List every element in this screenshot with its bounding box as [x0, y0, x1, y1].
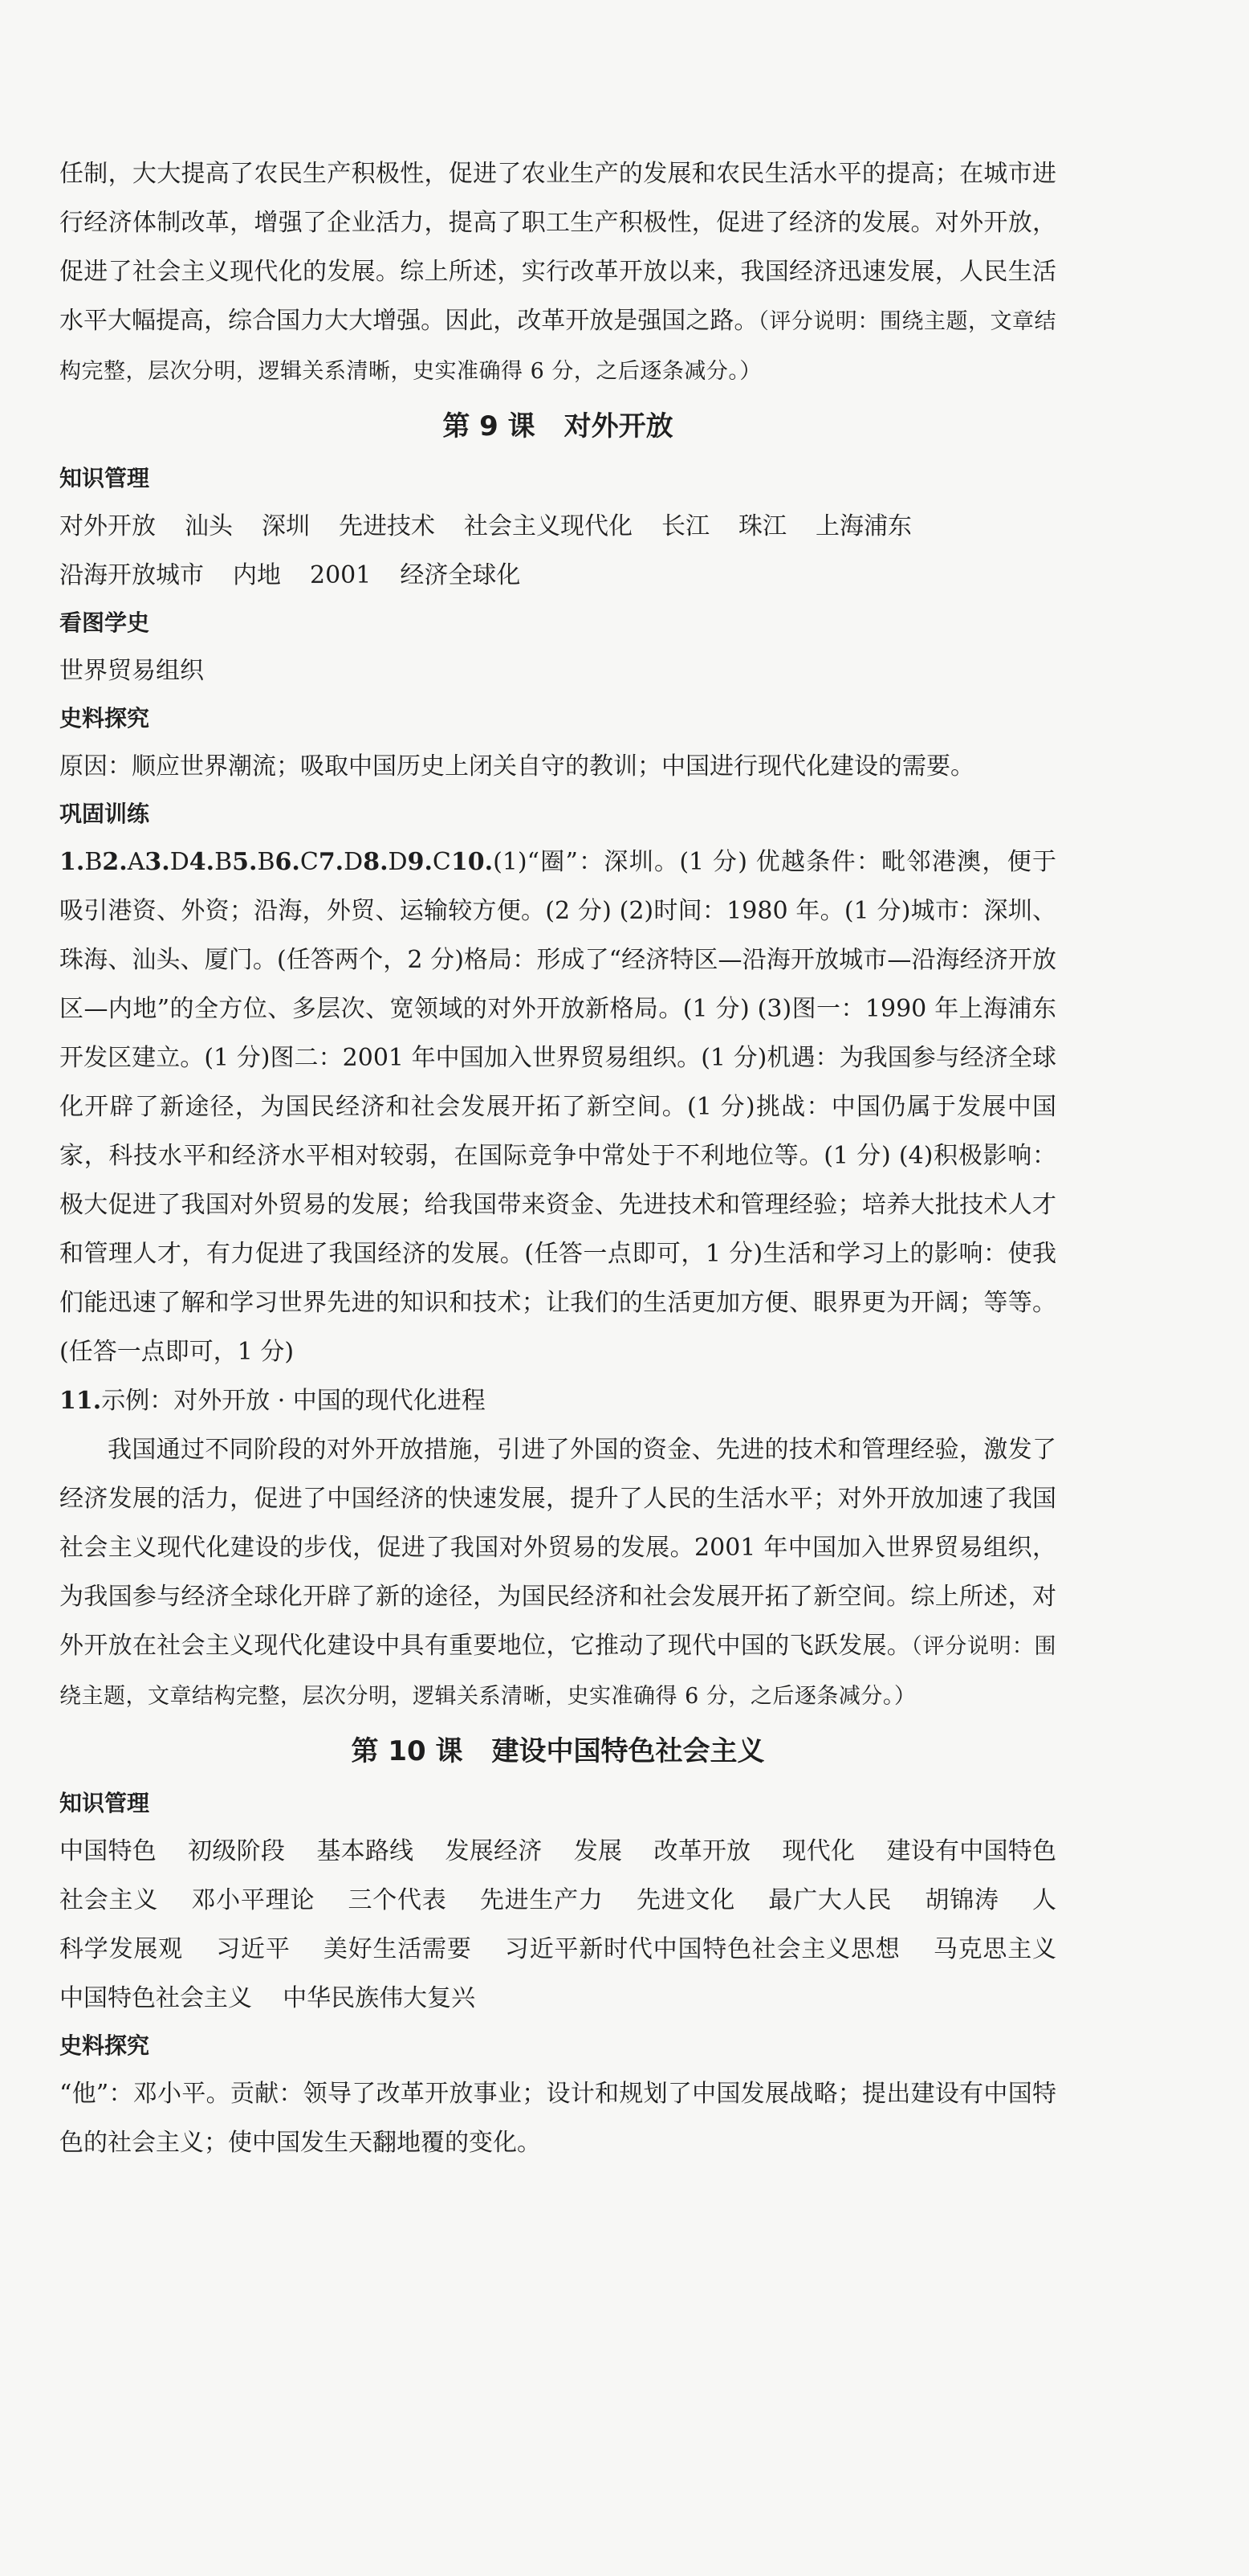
- intro-text: 任制，大大提高了农民生产积极性，促进了农业生产的发展和农民生活水平的提高；在城市进行经济体制改革，增强了企业活力，提高了职工生产积极性，促进了经济的发展。对外开放，促进了社会主义现代化的发展。综上所述，实行改革开放以来，我国经济迅速发展，人民生活水平大幅提高，综合国力大大增强。因此，改革开放是强国之路。: [59, 160, 1056, 335]
- keyword: 珠江: [738, 512, 787, 540]
- choice-answer: 7.D: [318, 848, 364, 876]
- choice-answer: 2.A: [102, 848, 145, 876]
- lesson-10-source-heading: 史料探究: [59, 2032, 150, 2059]
- keyword: 长江: [661, 512, 710, 540]
- choice-answer: 5.B: [232, 848, 275, 876]
- question-11-essay: [59, 1425, 1056, 1721]
- lesson-9-practice-answers: [59, 838, 1056, 1376]
- intro-paragraph: [59, 149, 1056, 396]
- lesson-10-number: 第 10 课: [351, 1735, 463, 1767]
- lesson-9-knowledge-row-1: [59, 502, 1056, 551]
- choice-answer: 4.B: [189, 848, 233, 876]
- choice-answer: 3.D: [144, 848, 189, 876]
- lesson-9-knowledge-heading: 知识管理: [59, 465, 150, 491]
- choice-answer: 6.C: [275, 848, 319, 876]
- keyword: 深圳: [262, 512, 310, 540]
- lesson-9-picture-heading: 看图学史: [59, 609, 150, 636]
- keyword: 先进技术: [339, 512, 435, 540]
- intro-grading-note: （评分说明：围绕主题，文章结构完整，层次分明，逻辑关系清晰，史实准确得 6 分，之后逐条减分。）: [59, 309, 1057, 384]
- lesson-9-knowledge-row-2: [59, 551, 1056, 600]
- lesson-10-source-answer: “他”：邓小平。贡献：领导了改革开放事业；设计和规划了中国发展战略；提出建设有中国特色的社会主义；使中国发生天翻地覆的变化。: [59, 2080, 1056, 2157]
- keyword: 内地: [233, 561, 281, 589]
- choice-answer: 9.C: [407, 848, 451, 876]
- question-11-title: [59, 1376, 1056, 1425]
- lesson-9-name: 对外开放: [563, 410, 673, 442]
- lesson-10-title: [59, 1726, 1056, 1777]
- lesson-10-knowledge-heading: 知识管理: [59, 1790, 150, 1816]
- keyword: 沿海开放城市: [59, 561, 204, 589]
- question-11-grading-note: （评分说明：围绕主题，文章结构完整，层次分明，逻辑关系清晰，史实准确得 6 分，之后逐条减分。）: [59, 1634, 1057, 1709]
- lesson-9-source-heading: 史料探究: [59, 705, 150, 732]
- lesson-9-picture-answer: 世界贸易组织: [59, 657, 204, 685]
- keyword: 社会主义现代化: [464, 512, 633, 540]
- question-11-topic: 示例：对外开放 · 中国的现代化进程: [101, 1387, 486, 1415]
- question-10-answer: (1)“圈”：深圳。(1 分) 优越条件：毗邻港澳，便于吸引港资、外资；沿海，外贸、运输较方便。(2 分) (2)时间：1980 年。(1 分)城市：深圳、珠海、汕头、厦门。(任答两个，2 分)格局：形成了“经济特区—沿海开放城市—沿海经济开放区—内地”的全方位、多层次、宽领域的对外开放新格局。(1 分) (3)图一：1990 年上海浦东开发区建立。(1 分)图二：2001 年中国加入世界贸易组织。(1 分)机遇：为我国参与经济全球化开辟了新途径，为国民经济和社会发展开拓了新空间。(1 分)挑战：中国仍属于发展中国家，科技水平和经济水平相对较弱，在国际竞争中常处于不利地位等。(1 分) (4)积极影响：极大促进了我国对外贸易的发展；给我国带来资金、先进技术和管理经验；培养大批技术人才和管理人才，有力促进了我国经济的发展。(任答一点即可，1 分)生活和学习上的影响：使我们能迅速了解和学习世界先进的知识和技术；让我们的生活更加方便、眼界更为开阔；等等。(任答一点即可，1 分): [59, 848, 1056, 1366]
- keyword: 2001: [310, 561, 372, 589]
- choice-answer: 1.B: [59, 848, 103, 876]
- lesson-10-name: 建设中国特色社会主义: [491, 1735, 765, 1767]
- lesson-10-knowledge-keywords: 中国特色 初级阶段 基本路线 发展经济 发展 改革开放 现代化 建设有中国特色社会主义 邓小平理论 三个代表 先进生产力 先进文化 最广大人民 胡锦涛 人 科学发展观 习近平 美好生活需要 习近平新时代中国特色社会主义思想 马克思主义 中国特色社会主义 中华民族伟大复兴: [59, 1837, 1088, 2012]
- keyword: 经济全球化: [400, 561, 521, 589]
- keyword: 对外开放: [59, 512, 156, 540]
- question-10-number: 10.: [450, 848, 494, 876]
- lesson-9-number: 第 9 课: [442, 410, 535, 442]
- keyword: 汕头: [185, 512, 233, 540]
- choice-answer: 8.D: [363, 848, 408, 876]
- lesson-9-title: [59, 401, 1056, 452]
- keyword: 上海浦东: [816, 512, 912, 540]
- question-11-number: 11.: [59, 1387, 102, 1415]
- lesson-9-practice-heading: 巩固训练: [59, 801, 150, 827]
- question-11-text: 我国通过不同阶段的对外开放措施，引进了外国的资金、先进的技术和管理经验，激发了经济发展的活力，促进了中国经济的快速发展，提升了人民的生活水平；对外开放加速了我国社会主义现代化建设的步伐，促进了我国对外贸易的发展。2001 年中国加入世界贸易组织，为我国参与经济全球化开辟了新的途径，为国民经济和社会发展开拓了新空间。综上所述，对外开放在社会主义现代化建设中具有重要地位，它推动了现代中国的飞跃发展。: [59, 1436, 1056, 1660]
- lesson-9-source-answer: 原因：顺应世界潮流；吸取中国历史上闭关自守的教训；中国进行现代化建设的需要。: [59, 752, 974, 781]
